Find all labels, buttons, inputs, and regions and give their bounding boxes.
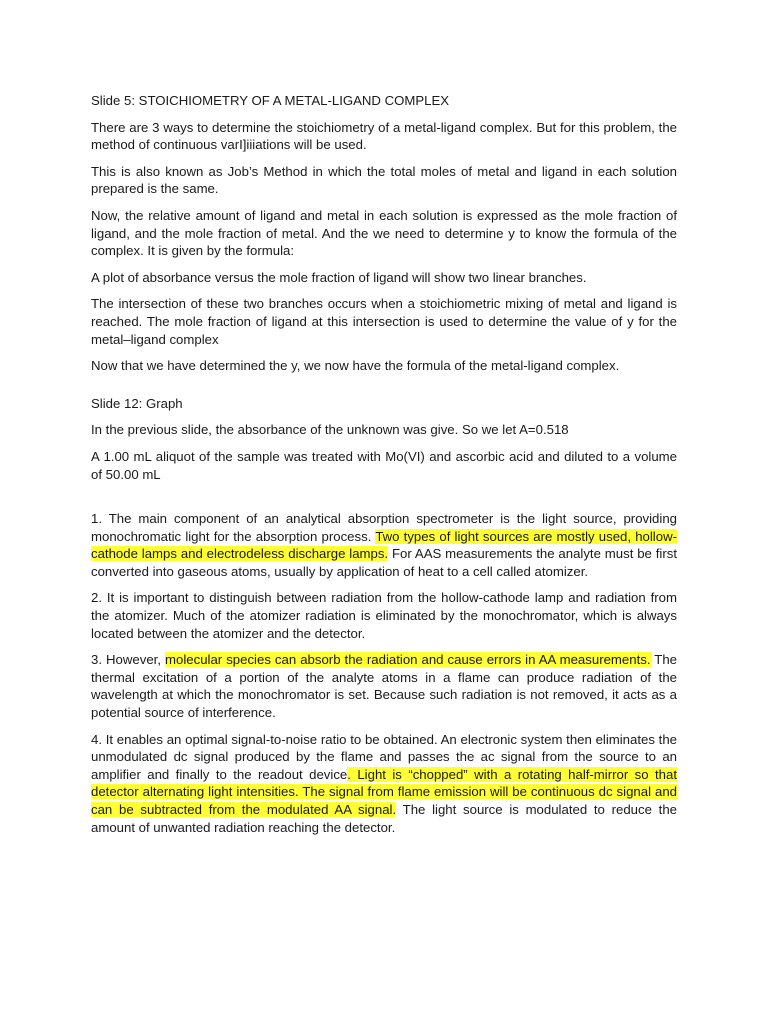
answer-4-highlight: . Light is “chopped” with a rotating half-mirror so that detector alternating light intensities. The signal from flame emission will be continuous dc signal and can be subtracted from the modulated AA signal. <box>91 766 677 817</box>
answer-2: 2. It is important to distinguish between radiation from the hollow-cathode lamp and radiation from the atomizer. Much of the atomizer radiation is eliminated by the monochromator, which is always located between the atomizer and the detector. <box>91 590 677 641</box>
answer-1 <box>91 510 677 580</box>
answer-1-text: 1. The main component of an analytical absorption spectrometer is the light source, providing monochromatic light for the absorption process. <box>91 511 677 544</box>
slide5-paragraph-4: A plot of absorbance versus the mole fraction of ligand will show two linear branches. <box>91 269 587 285</box>
answer-4 <box>91 731 677 837</box>
slide12-paragraph-1: In the previous slide, the absorbance of the unknown was give. So we let A=0.518 <box>91 422 569 438</box>
slide5-heading: Slide 5: STOICHIOMETRY OF A METAL-LIGAND COMPLEX <box>91 93 450 108</box>
answer-3-text: 3. However, <box>91 652 166 668</box>
slide12-heading: Slide 12: Graph <box>91 395 183 411</box>
answer-1-highlight: Two types of light sources are mostly used, hollow-cathode lamps and electrodeless discharge lamps. <box>91 528 677 562</box>
answer-3-highlight: molecular species can absorb the radiation and cause errors in AA measurements. <box>165 652 651 668</box>
answer-3-text-end: The thermal excitation of a portion of the analyte atoms in a flame can produce radiation of the wavelength at which the monochromator is set. Because such radiation is not removed, it acts as a potential source of interference. <box>91 652 678 721</box>
slide5-paragraph-5: The intersection of these two branches occurs when a stoichiometric mixing of metal and ligand is reached. The mole fraction of ligand at this intersection is used to determine the value of y for the metal–ligand complex <box>91 296 677 347</box>
slide5-paragraph-1: There are 3 ways to determine the stoichiometry of a metal-ligand complex. But for this problem, the method of continuous varI]iiiations will be used. <box>91 119 677 153</box>
document-body <box>91 92 677 845</box>
slide5-paragraph-3: Now, the relative amount of ligand and metal in each solution is expressed as the mole fraction of ligand, and the mole fraction of metal. And the we need to determine y to know the formula of the complex. It is given by the formula: <box>91 207 677 259</box>
answer-3 <box>91 651 677 721</box>
slide5-paragraph-6: Now that we have determined the y, we now have the formula of the metal-ligand complex. <box>91 358 620 374</box>
answer-4-text-end: The light source is modulated to reduce the amount of unwanted radiation reaching the detector. <box>91 802 677 835</box>
slide12-paragraph-2: A 1.00 mL aliquot of the sample was treated with Mo(VI) and ascorbic acid and diluted to a volume of 50.00 mL <box>91 448 677 482</box>
answer-4-text: 4. It enables an optimal signal-to-noise ratio to be obtained. An electronic system then eliminates the unmodulated dc signal produced by the flame and passes the ac signal from the source to an amplifier and finally to the readout device <box>91 731 677 782</box>
answer-1-text-end: For AAS measurements the analyte must be first converted into gaseous atoms, usually by application of heat to a cell called atomizer. <box>91 546 677 579</box>
slide5-paragraph-2: This is also known as Job’s Method in which the total moles of metal and ligand in each solution prepared is the same. <box>91 163 677 197</box>
